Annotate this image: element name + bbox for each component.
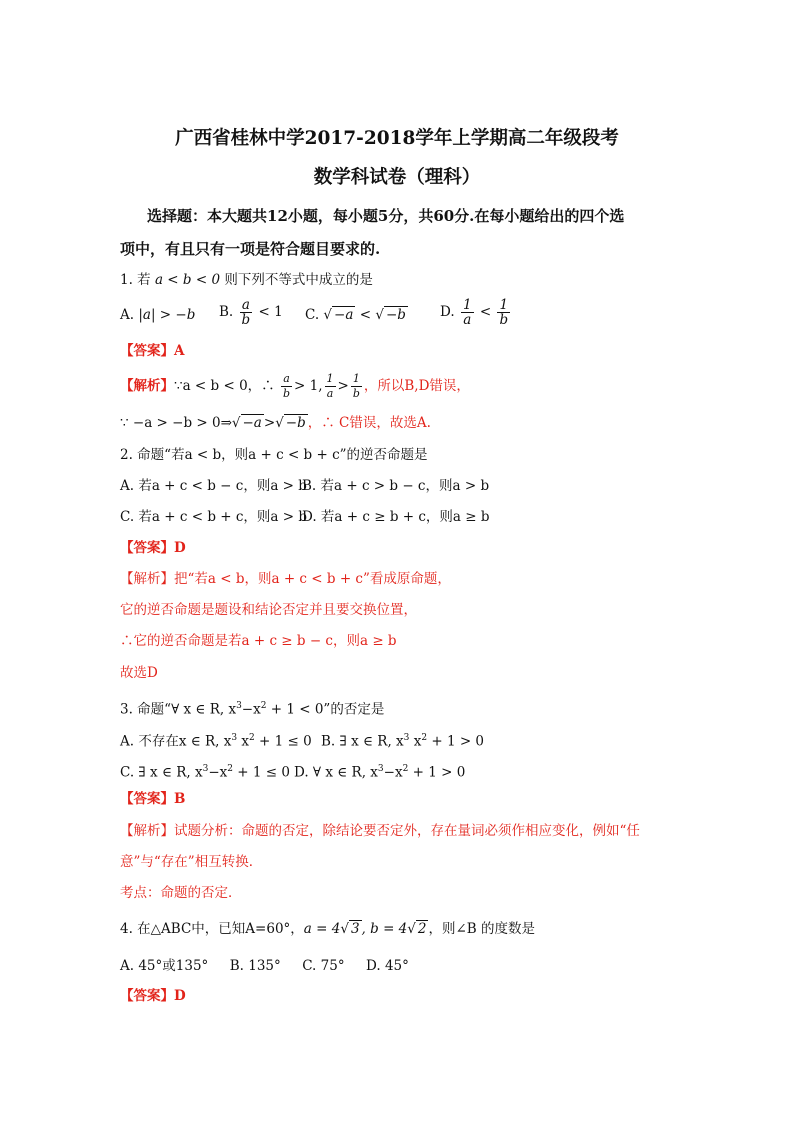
- q1-option-c-sqrt1: −a: [334, 307, 354, 323]
- q1-analysis-f3n: 1: [351, 372, 362, 387]
- q1-option-a-math: |a| > −b: [138, 307, 196, 323]
- q1-option-b-rest: < 1: [258, 304, 283, 320]
- q3-option-a-prefix: A. 不存在x ∈ R, x: [120, 733, 232, 750]
- q1-analysis-line2-a: ∵ −a > −b > 0⇒: [120, 415, 232, 431]
- q3-option-a-suffix: + 1 ≤ 0: [254, 733, 312, 750]
- q4-stem-math2: , b = 4: [361, 921, 408, 937]
- section-heading-line1: 选择题：本大题共12小题，每小题5分，共60分.在每小题给出的四个选: [147, 207, 625, 225]
- q3-stem-suffix: + 1 < 0”的否定是: [266, 701, 385, 718]
- q1-analysis-mid: > 1,: [294, 378, 323, 394]
- q1-option-d-n1: 1: [462, 297, 472, 313]
- q3-option-b-prefix: B. ∃ x ∈ R, x: [321, 733, 404, 750]
- q3-option-c-suffix: + 1 ≤ 0: [233, 764, 290, 781]
- q3-option-d-suffix: + 1 > 0: [408, 764, 466, 781]
- q4-answer: 【答案】D: [120, 988, 186, 1004]
- q3-option-d-sup1: 3: [377, 764, 384, 774]
- q1-option-a: [120, 306, 195, 324]
- q2-option-b: B. 若a + c > b − c，则a > b: [302, 478, 490, 494]
- q3-option-a: [120, 729, 312, 751]
- q3-option-b-mid: x: [409, 733, 422, 750]
- q1-option-c-sqrt2: −b: [385, 307, 406, 323]
- q1-option-d: [440, 298, 512, 327]
- q3-option-b-sup2: 2: [421, 733, 428, 743]
- q1-option-d-label: D.: [440, 304, 455, 320]
- q1-option-c-label: C.: [305, 307, 320, 323]
- q2-analysis-line2: 它的逆否命题是题设和结论否定并且要交换位置，: [120, 602, 417, 618]
- q1-stem-suffix: 则下列不等式中成立的是: [224, 272, 373, 288]
- q3-option-c-mid: −x: [208, 764, 228, 781]
- q1-analysis-line2: ∵ −a > −b > 0⇒√ −a >√ −b ，∴ C错误，故选A.: [120, 415, 431, 431]
- q3-option-b-sup1: 3: [403, 733, 410, 743]
- q2-option-c: C. 若a + c < b + c，则a > b: [120, 509, 308, 525]
- q3-answer: 【答案】B: [120, 791, 186, 807]
- q2-stem: 2. 命题“若a < b，则a + c < b + c”的逆否命题是: [120, 447, 428, 463]
- q1-option-b-num: a: [240, 298, 253, 313]
- q1-answer: 【答案】A: [120, 343, 185, 359]
- q2-analysis-line3: ∴它的逆否命题是若a + c ≥ b − c，则a ≥ b: [120, 633, 397, 649]
- q1-analysis-line1: [120, 372, 470, 401]
- q3-option-a-sup1: 3: [231, 733, 238, 743]
- q1-option-b-label: B.: [219, 304, 234, 320]
- q4-stem: 4. 在△ABC中，已知A=60°，a = 4√ 3 , b = 4√ 2 ，则∠B 的度数是: [120, 921, 535, 937]
- q3-stem-sup2: 2: [260, 701, 267, 711]
- q4-stem-sqrt2: 2: [417, 921, 427, 937]
- q3-option-a-sup2: 2: [249, 733, 255, 743]
- q3-option-c-prefix: C. ∃ x ∈ R, x: [120, 764, 203, 781]
- q3-option-b-suffix: + 1 > 0: [427, 733, 485, 750]
- q3-option-d: [294, 760, 465, 782]
- q1-analysis-line2-b: ，∴ C错误，故选A.: [307, 415, 431, 431]
- q2-option-d: D. 若a + c ≥ b + c，则a ≥ b: [302, 509, 490, 525]
- exam-title-line1: 广西省桂林中学2017-2018学年上学期高二年级段考: [175, 128, 619, 149]
- q3-option-b: [321, 729, 484, 751]
- q1-analysis-line2-s2: −b: [285, 415, 306, 431]
- section-heading-line2: 项中，有且只有一项是符合题目要求的.: [120, 240, 381, 258]
- q3-stem-mid: −x: [241, 701, 261, 718]
- q3-option-d-sup2: 2: [402, 764, 409, 774]
- q2-analysis-line4: 故选D: [120, 665, 158, 681]
- q3-option-c-sup1: 3: [202, 764, 209, 774]
- q4-stem-sqrt1: 3: [350, 921, 360, 937]
- q1-option-b-den: b: [241, 312, 251, 328]
- q1-option-c: C. √ −a < √ −b: [305, 307, 406, 323]
- q3-analysis-line3: 考点：命题的否定．: [120, 885, 242, 901]
- q1-analysis-end1: ，所以B,D错误，: [363, 378, 470, 394]
- q1-option-d-n2: 1: [497, 298, 510, 313]
- q3-stem: [120, 697, 384, 719]
- q3-option-d-prefix: D. ∀ x ∈ R, x: [294, 764, 378, 781]
- q1-analysis-f3d: b: [352, 387, 360, 400]
- exam-title-line2: 数学科试卷（理科）: [313, 167, 481, 188]
- q1-option-d-lt: <: [479, 304, 492, 320]
- q1-option-c-lt: <: [359, 307, 372, 323]
- q3-stem-prefix: 3. 命题“∀ x ∈ R, x: [120, 701, 237, 718]
- q1-analysis-text1: ∵a < b < 0，∴: [174, 378, 275, 394]
- q2-analysis-line1: 【解析】把“若a < b，则a + c < b + c”看成原命题，: [120, 571, 451, 587]
- q1-stem-prefix: 1. 若: [120, 272, 151, 288]
- q1-stem: [120, 271, 373, 289]
- q1-analysis-f2n: 1: [326, 372, 334, 385]
- q1-option-d-d1: a: [463, 312, 472, 328]
- q4-stem-math1: a = 4: [303, 921, 341, 937]
- q2-answer: 【答案】D: [120, 540, 186, 556]
- q3-analysis-line2: 意”与“存在”相互转换．: [120, 854, 263, 870]
- q2-option-a: A. 若a + c < b − c，则a > b: [120, 478, 307, 494]
- q3-analysis-line1: 【解析】试题分析：命题的否定，除结论要否定外，存在量词必须作相应变化，例如“任: [120, 823, 640, 839]
- q3-option-d-mid: −x: [383, 764, 403, 781]
- q3-stem-sup1: 3: [236, 701, 242, 711]
- q1-analysis-f1n: a: [281, 372, 292, 387]
- q1-option-a-label: A.: [120, 307, 135, 323]
- q1-analysis-f2d: a: [326, 387, 334, 400]
- q1-analysis-tag: 【解析】: [120, 378, 174, 394]
- q1-analysis-line2-gt: >: [263, 415, 276, 431]
- q1-option-d-d2: b: [499, 312, 509, 328]
- q3-option-c: [120, 760, 290, 782]
- q4-stem-suffix: ，则∠B 的度数是: [428, 921, 535, 937]
- q3-option-a-mid: x: [237, 733, 250, 750]
- q1-analysis-gt: >: [337, 378, 349, 394]
- q4-stem-prefix: 4. 在△ABC中，已知A=60°，: [120, 921, 304, 937]
- q1-option-b: [219, 298, 283, 327]
- q3-option-c-sup2: 2: [227, 764, 234, 774]
- q1-stem-math: a < b < 0: [154, 272, 221, 288]
- q4-options: A. 45°或135° B. 135° C. 75° D. 45°: [120, 958, 409, 974]
- q1-analysis-line2-s1: −a: [242, 415, 262, 431]
- q1-analysis-f1d: b: [282, 387, 291, 400]
